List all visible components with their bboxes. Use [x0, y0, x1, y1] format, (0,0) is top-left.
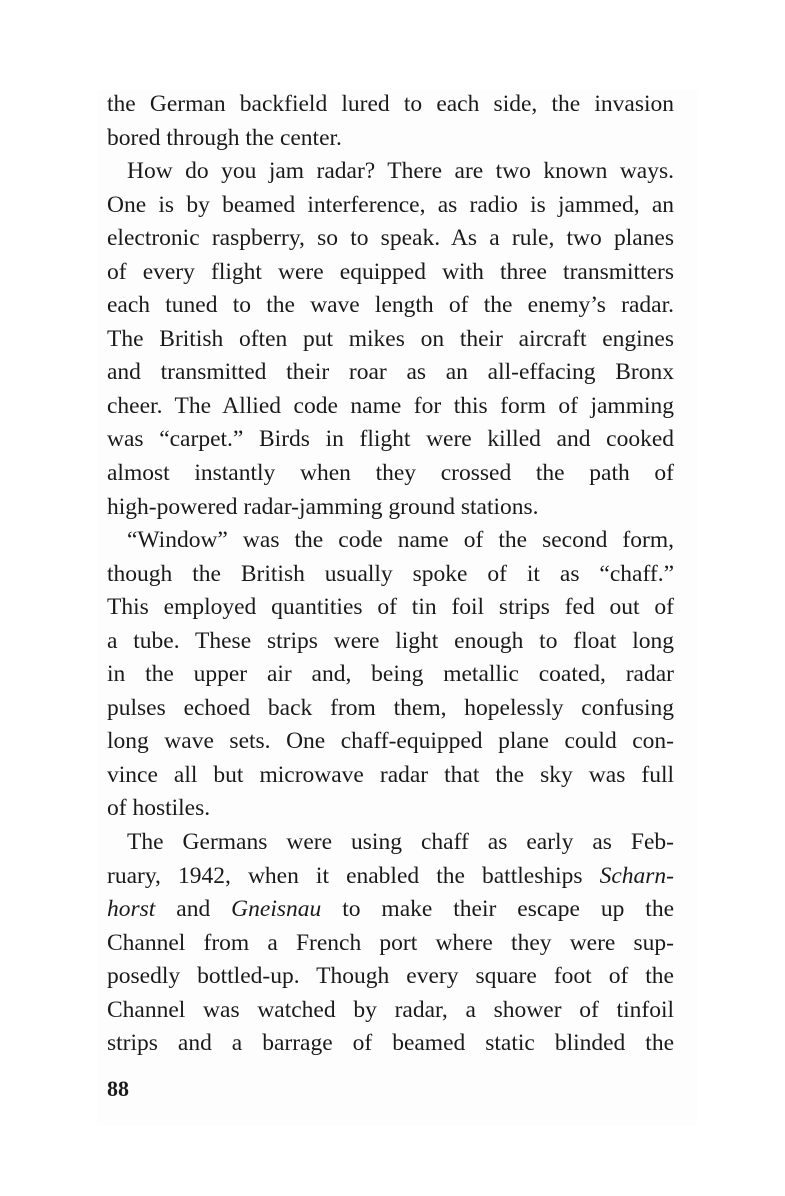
- body-text: [107, 88, 674, 1061]
- text-line: Channel was watched by radar, a shower of tinfoil: [107, 996, 674, 1023]
- text-line: pulses echoed back from them, hopelessly confusing: [107, 694, 674, 721]
- text-line: was “carpet.” Birds in flight were killed and cooked: [107, 426, 674, 453]
- text-line: electronic raspberry, so to speak. As a rule, two planes: [107, 225, 674, 252]
- text-line: a tube. These strips were light enough to float long: [107, 627, 674, 654]
- page-number: 88: [107, 1076, 129, 1101]
- text-line: high-powered radar-jamming ground stations.: [107, 493, 539, 520]
- text-line: in the upper air and, being metallic coated, radar: [107, 661, 674, 688]
- text-line: of every flight were equipped with three transmitters: [107, 258, 674, 285]
- text-line: each tuned to the wave length of the enemy’s radar.: [107, 292, 674, 319]
- text-line: of hostiles.: [107, 795, 211, 822]
- text-line: ruary, 1942, when it enabled the battleships Scharn-: [107, 862, 674, 889]
- text-line: The Germans were using chaff as early as Feb-: [127, 829, 674, 856]
- ship-name: Scharn-: [599, 862, 674, 889]
- text-line: posedly bottled-up. Though every square foot of the: [107, 963, 674, 990]
- text-line: One is by beamed interference, as radio is jammed, an: [107, 191, 674, 218]
- text-line: vince all but microwave radar that the sky was full: [107, 761, 674, 788]
- ship-name: Gneisnau: [231, 896, 322, 923]
- text-line: cheer. The Allied code name for this form of jamming: [107, 392, 674, 419]
- text-line: The British often put mikes on their aircraft engines: [107, 325, 674, 352]
- ship-name: horst: [107, 896, 156, 923]
- text-line: horst and Gneisnau to make their escape up the: [107, 896, 675, 923]
- text-line: How do you jam radar? There are two known ways.: [127, 158, 674, 185]
- text-line: almost instantly when they crossed the path of: [107, 460, 674, 487]
- text-line: long wave sets. One chaff-equipped plane could con-: [107, 728, 674, 755]
- text-line: and transmitted their roar as an all-effacing Bronx: [107, 359, 674, 386]
- text-line: the German backfield lured to each side, the invasion: [107, 91, 674, 117]
- text-line: “Window” was the code name of the second form,: [127, 527, 674, 554]
- text-line: strips and a barrage of beamed static blinded the: [107, 1030, 674, 1057]
- text-line: though the British usually spoke of it as “chaff.”: [107, 560, 674, 587]
- text-line: This employed quantities of tin foil strips fed out of: [107, 594, 674, 621]
- text-line: Channel from a French port where they were sup-: [107, 929, 674, 956]
- text-line: bored through the center.: [107, 124, 342, 151]
